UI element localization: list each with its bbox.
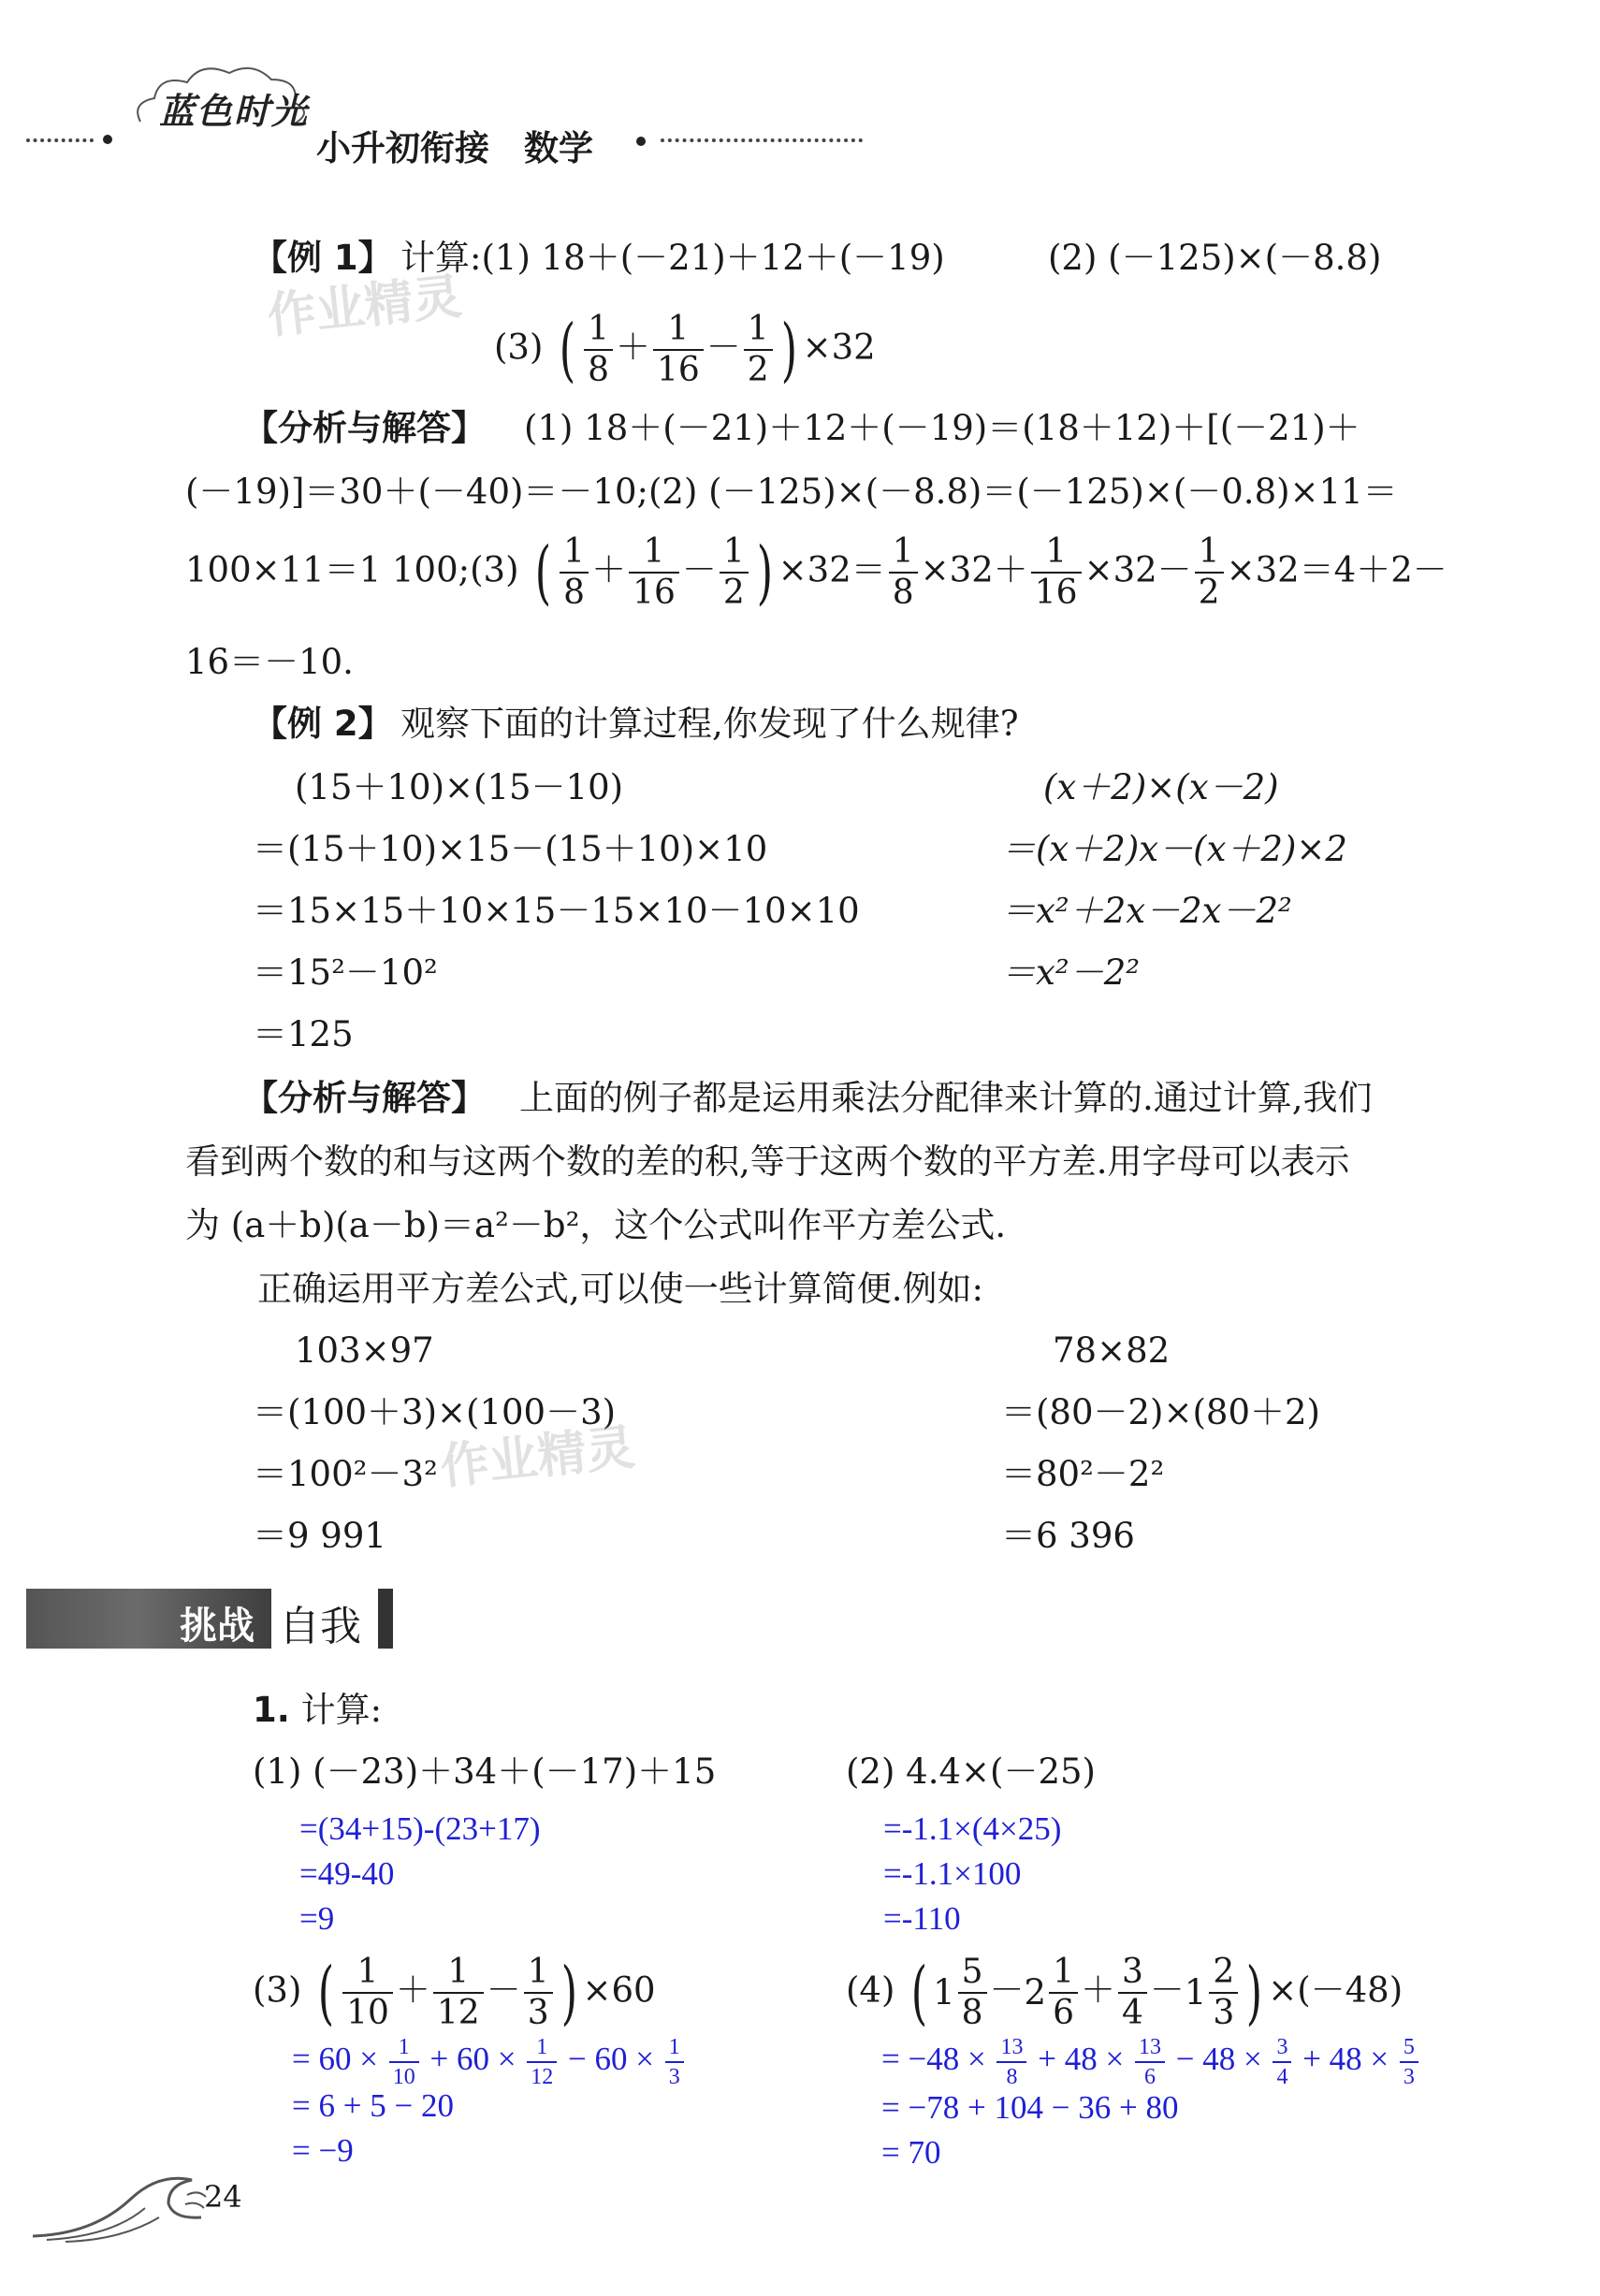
example-1-answer-line-1: (1) 18＋(－21)＋12＋(－19)＝(18＋12)＋[(－21)＋: [524, 408, 1360, 448]
problem-1-part-2-answer-2: =-1.1×100: [883, 1855, 1022, 1892]
example-2-right-line-3: ＝x²＋2x－2x－2²: [1001, 891, 1292, 931]
problem-1-number: 1.: [253, 1690, 290, 1730]
watermark-1: 作业精灵: [265, 269, 465, 345]
example-2-label: 【例 2】: [253, 704, 393, 744]
header-dots-right: [661, 138, 863, 142]
example-2-right-line-4: ＝x²－2²: [1001, 952, 1141, 993]
problem-1-title: 计算:: [300, 1690, 383, 1730]
example-2-analysis-label: 【分析与解答】: [243, 1078, 486, 1118]
problem-1-part-3-answer-2: = 6 + 5 − 20: [292, 2087, 454, 2124]
problem-1-part-4-answer-3: = 70: [881, 2134, 941, 2171]
example-1-question-2: (2) (－125)×(－8.8): [1048, 238, 1382, 278]
problem-1-heading: [253, 1690, 382, 1731]
example-1-answer-line-3: 100×11＝1 100;(3) ( $\frac{1}{8}$ ＋ $\frac{1}{16}$ － $\frac{1}{2}$ ) ×32＝ $\frac{1}{8}$ ×32＋ $\frac{1}{16}$ ×32－ $\frac{1}{2}$ ×32＝4＋2－: [185, 532, 1447, 613]
example-2-left-line-3: ＝15×15＋10×15－15×10－10×10: [253, 891, 860, 931]
problem-1-part-3: (3) ( $\frac{1}{10}$ ＋ $\frac{1}{12}$ － $\frac{1}{3}$ ) ×60: [253, 1953, 656, 2033]
example-1-label: 【例 1】: [253, 238, 393, 278]
problem-1-part-2-answer-1: =-1.1×(4×25): [883, 1810, 1062, 1847]
example-2-right-line-2: ＝(x＋2)x－(x＋2)×2: [1001, 829, 1347, 869]
watermark-2: 作业精灵: [438, 1419, 638, 1496]
example-2-demo-left-1: 103×97: [295, 1330, 434, 1371]
problem-1-part-4-answer-2: = −78 + 104 − 36 + 80: [881, 2089, 1179, 2126]
problem-1-part-2-answer-3: =-110: [883, 1900, 961, 1937]
section-title: 自我: [279, 1603, 361, 1650]
example-2-demo-right-1: 78×82: [1053, 1330, 1171, 1371]
problem-1-part-1-answer-1: =(34+15)-(23+17): [299, 1810, 541, 1847]
example-1-answer-line-2: (－19)]＝30＋(－40)＝－10;(2) (－125)×(－8.8)＝(－125)×(－0.8)×11＝: [185, 472, 1398, 512]
example-1-answer-line-4: 16＝－10.: [185, 642, 354, 682]
example-2-demo-left-3: ＝100²－3²: [253, 1454, 438, 1494]
example-2-answer-line-2: 看到两个数的和与这两个数的差的积,等于这两个数的平方差.用字母可以表示: [185, 1141, 1350, 1182]
header-bullet-left: [103, 135, 112, 144]
problem-1-part-4: (4) ( 1 $\frac{5}{8}$ －2 $\frac{1}{6}$ ＋ $\frac{3}{4}$ －1 $\frac{2}{3}$ ) ×(－48): [846, 1953, 1404, 2033]
problem-1-part-1: (1) (－23)＋34＋(－17)＋15: [253, 1751, 717, 1792]
example-2-demo-right-2: ＝(80－2)×(80＋2): [1001, 1392, 1320, 1432]
section-title-bold: 挑战: [180, 1605, 255, 1648]
example-1-question-1: 计算:(1) 18＋(－21)＋12＋(－19): [400, 238, 945, 278]
example-2-answer-line-4: 正确运用平方差公式,可以使一些计算简便.例如:: [257, 1269, 983, 1309]
example-2-right-line-1: (x＋2)×(x－2): [1043, 767, 1279, 807]
example-2-left-line-1: (15＋10)×(15－10): [295, 767, 624, 807]
example-2-question: 观察下面的计算过程,你发现了什么规律?: [400, 704, 1019, 744]
section-header-tail: [378, 1589, 393, 1649]
example-1-question-3: (3) ( $\frac{1}{8}$ ＋ $\frac{1}{16}$ － $\frac{1}{2}$ ) ×32: [494, 310, 876, 390]
example-2-left-line-2: ＝(15＋10)×15－(15＋10)×10: [253, 829, 768, 869]
example-2-answer-line-1: 上面的例子都是运用乘法分配律来计算的.通过计算,我们: [519, 1078, 1373, 1118]
header-dots-left: [26, 138, 94, 142]
example-2-demo-right-3: ＝80²－2²: [1001, 1454, 1165, 1494]
example-2-left-line-5: ＝125: [253, 1014, 354, 1054]
problem-1-part-3-answer-1: = 60 × $\frac{1}{10}$ + 60 × $\frac{1}{12}$ − 60 × $\frac{1}{3}$: [292, 2036, 687, 2088]
problem-1-part-1-answer-2: =49-40: [299, 1855, 395, 1892]
example-2-answer-line-3: 为 (a＋b)(a－b)＝a²－b²，这个公式叫作平方差公式.: [185, 1205, 1007, 1245]
problem-1-part-1-answer-3: =9: [299, 1900, 335, 1937]
problem-1-part-3-answer-3: = −9: [292, 2132, 354, 2169]
page-number: 24: [204, 2179, 242, 2215]
example-2-left-line-4: ＝15²－10²: [253, 952, 438, 993]
example-2-demo-left-4: ＝9 991: [253, 1516, 386, 1556]
header: [0, 56, 1600, 168]
header-brand: 蓝色时光: [159, 91, 310, 132]
example-2-demo-left-2: ＝(100＋3)×(100－3): [253, 1392, 617, 1432]
example-2-demo-right-4: ＝6 396: [1001, 1516, 1135, 1556]
header-bullet-right: [636, 137, 646, 146]
problem-1-part-2: (2) 4.4×(－25): [846, 1751, 1096, 1792]
problem-1-part-4-answer-1: = −48 × $\frac{13}{8}$ + 48 × $\frac{13}{6}$ − 48 × $\frac{3}{4}$ + 48 × $\frac{5}{3}$: [881, 2036, 1421, 2088]
example-1-analysis-label: 【分析与解答】: [243, 408, 486, 448]
header-title: 小升初衔接 数学: [316, 127, 593, 168]
